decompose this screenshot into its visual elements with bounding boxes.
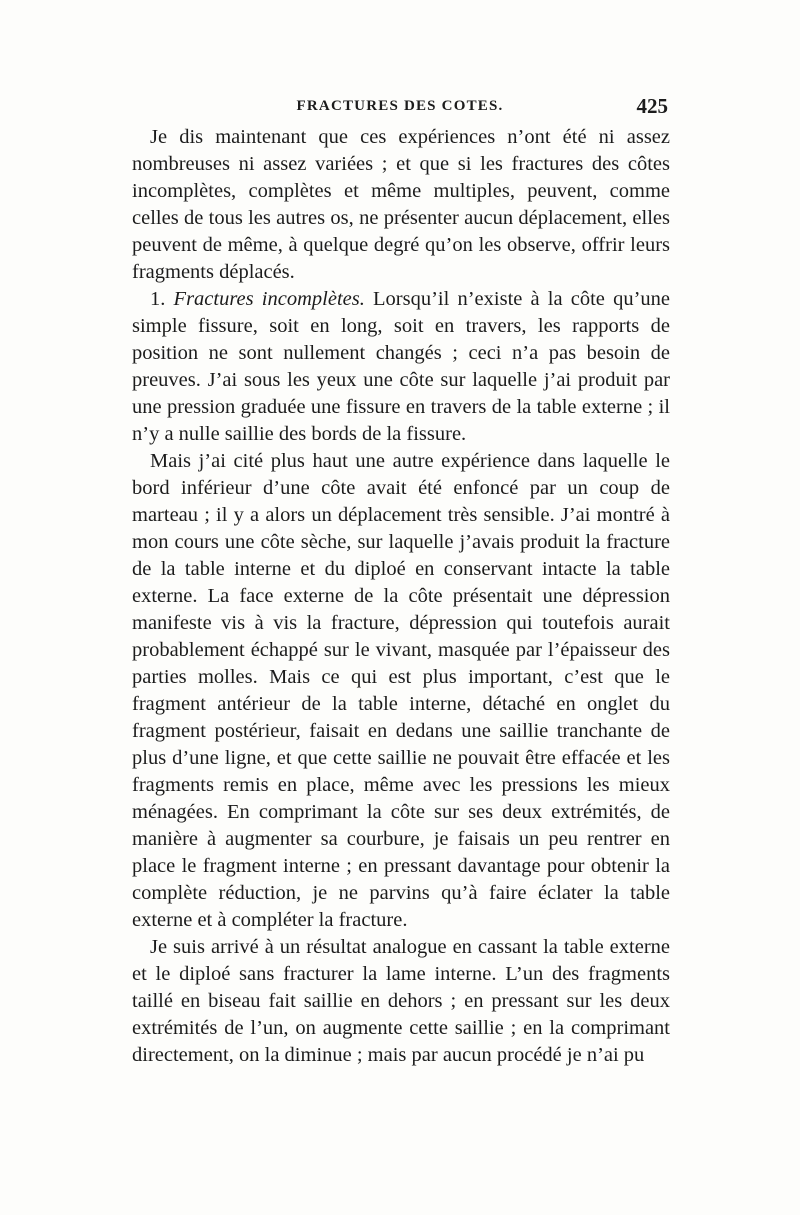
running-head xyxy=(132,94,668,126)
paragraph-2 xyxy=(132,286,670,448)
paragraph-1: Je dis maintenant que ces expériences n’ont été ni assez nombreuses ni assez variées ; et que si les fractures des côtes incomplètes, complètes et même multiples, peuvent, comme celles de tous les autres os, ne présenter aucun déplacement, elles peuvent de même, à quelque degré qu’on les observe, offrir leurs fragments déplacés. xyxy=(132,126,670,283)
paragraph-4: Je suis arrivé à un résultat analogue en cassant la table externe et le diploé sans fracturer la lame interne. L’un des fragments taillé en biseau fait saillie en dehors ; en pressant sur les deux extrémités de l’un, on augmente cette saillie ; en la comprimant directement, on la diminue ; mais par aucun procédé je n’ai pu xyxy=(132,936,670,1066)
page-number: 425 xyxy=(636,94,668,118)
paragraph-2-text: Lorsqu’il n’existe à la côte qu’une simple fissure, soit en long, soit en travers, les rapports de position ne sont nullement changés ; ceci n’a pas besoin de preuves. J’ai sous les yeux une côte sur laquelle j’ai produit par une pression graduée une fissure en travers de la table externe ; il n’y a nulle saillie des bords de la fissure. xyxy=(132,288,670,445)
section-number: 1. xyxy=(150,288,166,310)
paragraph-3: Mais j’ai cité plus haut une autre expérience dans laquelle le bord inférieur d’une côte avait été enfoncé par un coup de marteau ; il y a alors un déplacement très sensible. J’ai montré à mon cours une côte sèche, sur laquelle j’avais produit la fracture de la table interne et du diploé en conservant intacte la table externe. La face externe de la côte présentait une dépression manifeste vis à vis la fracture, dépression qui toutefois aurait probablement échappé sur le vivant, masquée par l’épaisseur des parties molles. Mais ce qui est plus important, c’est que le fragment antérieur de la table interne, détaché en onglet du fragment postérieur, faisait en dedans une saillie tranchante de plus d’une ligne, et que cette saillie ne pouvait être effacée et les fragments remis en place, même avec les pressions les mieux ménagées. En comprimant la côte sur ses deux extrémités, de manière à augmenter sa courbure, je faisais un peu rentrer en place le fragment interne ; en pressant davantage pour obtenir la complète réduction, je ne parvins qu’à faire éclater la table externe et à compléter la fracture. xyxy=(132,450,670,931)
running-title: FRACTURES DES COTES. xyxy=(296,98,504,114)
text-body xyxy=(132,124,670,1084)
section-title: Fractures incomplètes. xyxy=(173,288,365,310)
